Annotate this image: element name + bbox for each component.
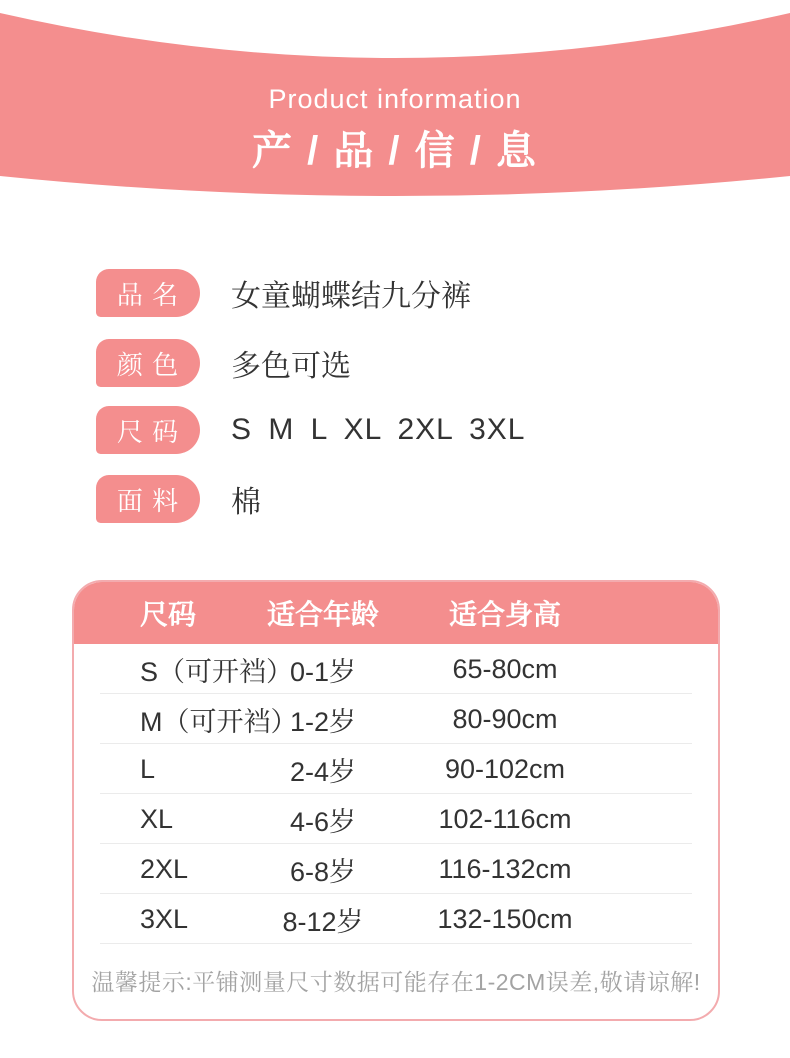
attribute-value: 棉 — [231, 486, 261, 519]
header-title-zh: 产 / 品 / 信 / 息 — [251, 129, 539, 173]
cell-age: 4-6岁 — [289, 806, 357, 837]
cell-age: 6-8岁 — [289, 856, 357, 887]
header-banner — [0, 0, 790, 220]
table-row — [74, 844, 718, 894]
attribute-row-color — [96, 339, 351, 387]
attribute-row-size — [96, 406, 525, 454]
cell-age: 8-12岁 — [282, 906, 364, 937]
attribute-value: S M L XL 2XL 3XL — [231, 413, 526, 446]
cell-age: 1-2岁 — [289, 706, 357, 737]
cell-age: 0-1岁 — [289, 656, 357, 687]
attribute-label-badge: 品 名 — [96, 269, 200, 317]
attribute-row-fabric — [96, 475, 261, 523]
attribute-label-badge: 尺 码 — [96, 406, 200, 454]
column-header-size: 尺码 — [140, 599, 197, 630]
table-row — [74, 744, 718, 794]
cell-size: M（可开裆） — [140, 706, 298, 737]
cell-size: L — [140, 753, 156, 784]
table-note: 温馨提示:平铺测量尺寸数据可能存在1-2CM误差,敬请谅解! — [91, 968, 701, 995]
table-row — [74, 694, 718, 744]
size-chart-table — [72, 580, 720, 1021]
attribute-value: 多色可选 — [231, 350, 351, 383]
cell-size: XL — [140, 803, 174, 834]
cell-height: 116-132cm — [438, 853, 572, 884]
header-subtitle-en: Product information — [268, 84, 522, 114]
table-row — [74, 644, 718, 694]
cell-height: 80-90cm — [452, 703, 558, 734]
attribute-value: 女童蝴蝶结九分裤 — [231, 280, 471, 313]
cell-size: 3XL — [140, 903, 189, 934]
cell-height: 102-116cm — [438, 803, 572, 834]
cell-height: 132-150cm — [437, 903, 573, 934]
column-header-height: 适合身高 — [448, 599, 561, 630]
attribute-label-badge: 颜 色 — [96, 339, 200, 387]
cell-size: S（可开裆） — [140, 656, 294, 687]
size-chart-header — [74, 582, 718, 644]
column-header-age: 适合年龄 — [266, 599, 379, 630]
cell-height: 65-80cm — [452, 653, 558, 684]
cell-height: 90-102cm — [444, 753, 566, 784]
cell-size: 2XL — [140, 853, 189, 884]
cell-age: 2-4岁 — [289, 756, 357, 787]
attribute-row-name — [96, 269, 471, 317]
table-row — [74, 894, 718, 944]
attribute-label-badge: 面 料 — [96, 475, 200, 523]
table-row — [74, 794, 718, 844]
